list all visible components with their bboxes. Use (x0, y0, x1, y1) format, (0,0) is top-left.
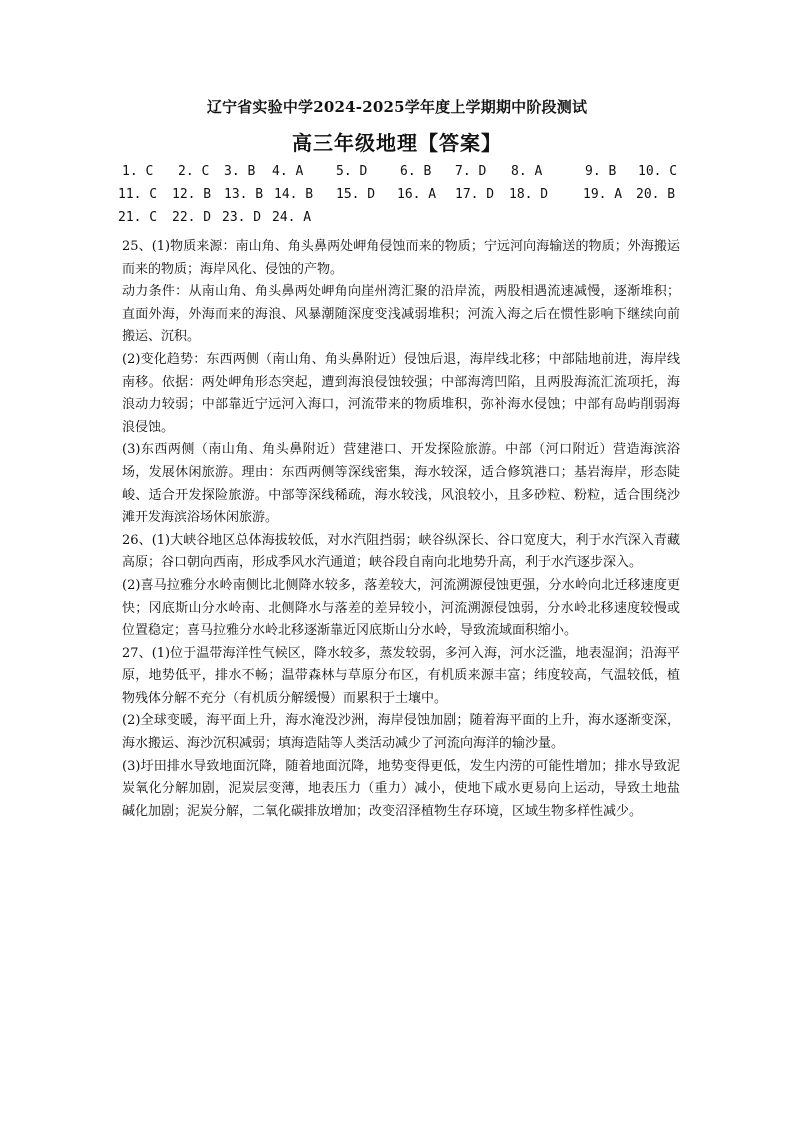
answer-item: 2. C (178, 164, 210, 179)
answer-item: 15. D (336, 187, 376, 202)
answer-item: 5. D (336, 164, 368, 179)
answer-item: 14. B (274, 187, 314, 202)
answer-item: 16. A (397, 187, 437, 202)
document-title: 辽宁省实验中学2024-2025学年度上学期期中阶段测试 (206, 98, 588, 116)
answer-item: 10. C (638, 164, 678, 179)
answer-item: 8. A (511, 164, 543, 179)
answer-item: 17. D (455, 187, 495, 202)
answer-item: 12. B (172, 187, 212, 202)
answer-item: 1. C (122, 164, 154, 179)
answer-item: 22. D (172, 210, 212, 225)
answer-item: 11. C (118, 187, 158, 202)
answer-item: 20. B (636, 187, 676, 202)
answer-paragraph: 25、(1)物质来源：南山角、角头鼻两处岬角侵蚀而来的物质；宁远河向海输送的物质；外海搬运而来的物质；海岸风化、侵蚀的产物。 (122, 239, 680, 277)
answer-paragraph: (2)全球变暖，海平面上升，海水淹没沙洲，海岸侵蚀加剧；随着海平面的上升，海水逐渐变深，海水搬运、海沙沉积减弱；填海造陆等人类活动减少了河流向海洋的输沙量。 (122, 713, 680, 752)
document-subtitle: 高三年级地理【答案】 (292, 131, 502, 155)
answer-item: 9. B (585, 164, 617, 179)
multiple-choice-answers (118, 164, 682, 233)
answer-row (118, 187, 682, 210)
answer-item: 24. A (272, 210, 312, 225)
answer-item: 19. A (583, 187, 623, 202)
answer-paragraph: (3)东西两侧（南山角、角头鼻附近）营建港口、开发探险旅游。中部（河口附近）营造海滨浴场，发展休闲旅游。理由：东西两侧等深线密集，海水较深，适合修筑港口；基岩海岸，形态陡峻、适合开发探险旅游。中部等深线稀疏，海水较浅，风浪较小，且多砂粒、粉粒，适合围绕沙滩开发海滨浴场休闲旅游。 (122, 442, 680, 526)
answer-item: 18. D (509, 187, 549, 202)
answer-item: 21. C (118, 210, 158, 225)
answer-row (118, 210, 682, 233)
answer-paragraph: 26、(1)大峡谷地区总体海拔较低，对水汽阻挡弱；峡谷纵深长、谷口宽度大，利于水汽深入青藏高原；谷口朝向西南，形成季风水汽通道；峡谷段自南向北地势升高，利于水汽逐步深入。 (122, 532, 680, 571)
answer-paragraph: 27、(1)位于温带海洋性气候区，降水较多，蒸发较弱，多河入海，河水泛滥，地表湿润；沿海平原，地势低平，排水不畅；温带森林与草原分布区，有机质来源丰富；纬度较高，气温较低，植物残体分解不充分（有机质分解缓慢）而累积于土壤中。 (122, 645, 680, 706)
answer-explanations (122, 236, 680, 823)
answer-item: 7. D (455, 164, 487, 179)
answer-item: 13. B (224, 187, 264, 202)
answer-row (122, 164, 682, 187)
answer-paragraph: (2)变化趋势：东西两侧（南山角、角头鼻附近）侵蚀后退，海岸线北移；中部陆地前进，海岸线南移。依据：两处岬角形态突起，遭到海浪侵蚀较强；中部海湾凹陷，且两股海流汇流项托，海浪动力较弱；中部靠近宁远河入海口，河流带来的物质堆积，弥补海水侵蚀；中部有岛屿削弱海浪侵蚀。 (122, 351, 680, 435)
answer-item: 4. A (272, 164, 304, 179)
answer-paragraph: (2)喜马拉雅分水岭南侧比北侧降水较多，落差较大，河流溯源侵蚀更强，分水岭向北迁移速度更快；冈底斯山分水岭南、北侧降水与落差的差异较小，河流溯源侵蚀弱，分水岭北移速度较慢或位置稳定；喜马拉雅分水岭北移逐渐靠近冈底斯山分水岭，导致流域面积缩小。 (122, 577, 680, 639)
answer-paragraph: 动力条件：从南山角、角头鼻两处岬角向崖州湾汇聚的沿岸流，两股相遇流速减慢，逐渐堆积；直面外海，外海而来的海浪、风暴潮随深度变浅减弱堆积；河流入海之后在惯性影响下继续向前搬运、沉积。 (122, 284, 680, 345)
answer-item: 3. B (224, 164, 256, 179)
answer-item: 6. B (400, 164, 432, 179)
answer-item: 23. D (222, 210, 262, 225)
answer-paragraph: (3)圩田排水导致地面沉降，随着地面沉降，地势变得更低，发生内涝的可能性增加；排水导致泥炭氧化分解加剧，泥炭层变薄，地表压力（重力）减小，使地下咸水更易向上运动，导致土地盐碱化加剧；泥炭分解，二氧化碳排放增加；改变沼泽植物生存环境，区域生物多样性减少。 (122, 758, 680, 819)
